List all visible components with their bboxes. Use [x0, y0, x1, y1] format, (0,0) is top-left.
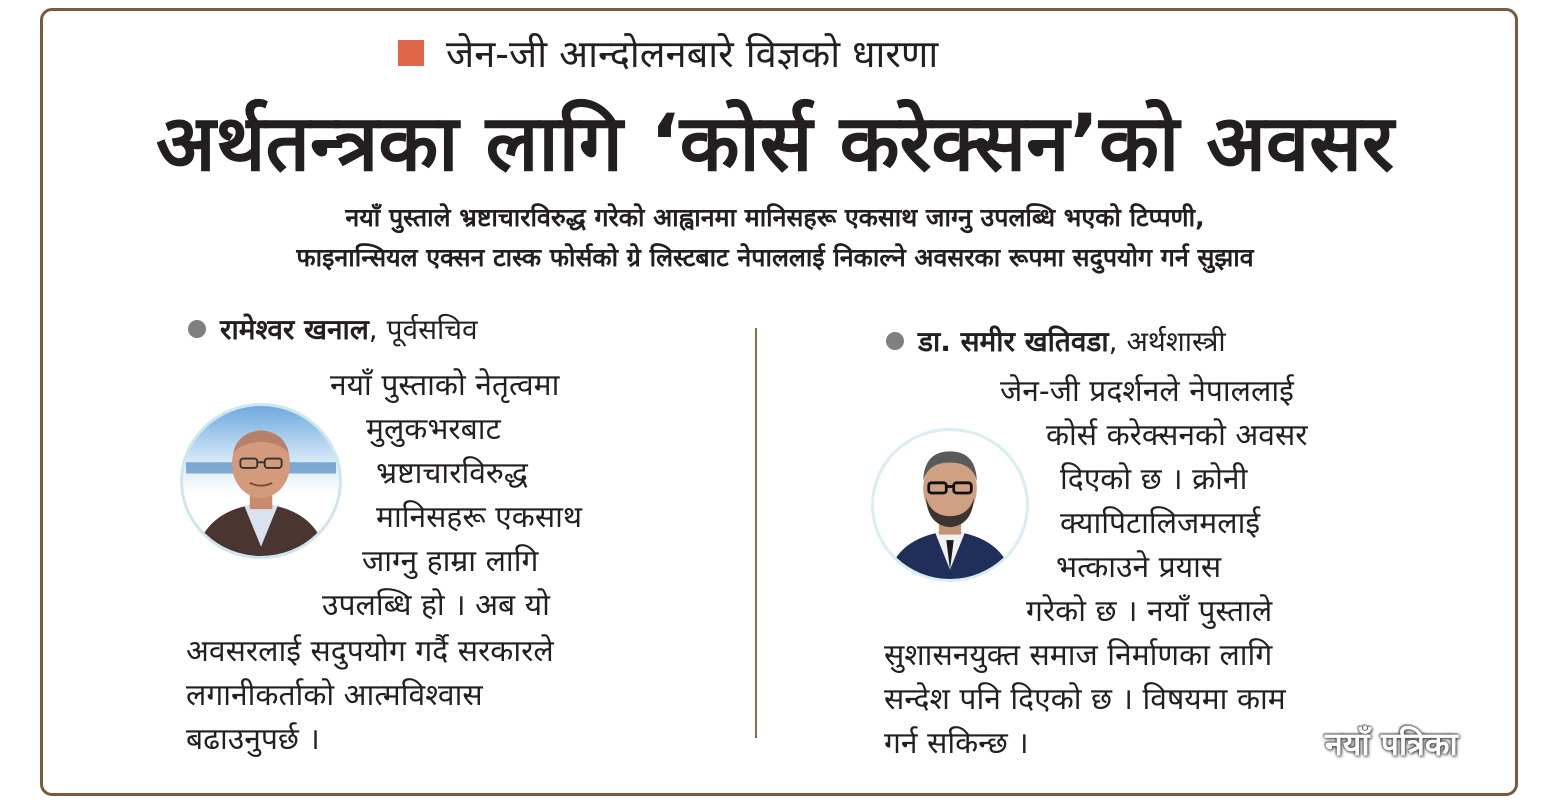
- author-name-left: रामेश्वर खनाल: [220, 313, 369, 346]
- right-quote-line: जेन-जी प्रदर्शनले नेपाललाई: [1000, 374, 1294, 409]
- deck-line-2: फाइनान्सियल एक्सन टास्क फोर्सको ग्रे लिस्टबाट नेपाललाई निकाल्ने अवसरका रूपमा सदुपयोग गर्न सुझाव: [296, 243, 1254, 272]
- right-quote-line: सन्देश पनि दिएको छ । विषयमा काम: [884, 682, 1286, 717]
- bullet-icon: [886, 332, 904, 350]
- kicker: [398, 26, 938, 80]
- author-name-right: डा. समीर खतिवडा: [918, 325, 1109, 358]
- publication-watermark: नयाँ पत्रिका: [1325, 725, 1458, 763]
- right-quote-line: दिएको छ । क्रोनी: [1060, 462, 1248, 497]
- author-role-left: , पूर्वसचिव: [368, 313, 478, 346]
- column-divider: [755, 328, 757, 738]
- kicker-square-icon: [398, 40, 424, 66]
- right-quote-line: गर्न सकिन्छ ।: [884, 726, 1029, 761]
- byline-right: [886, 322, 1226, 360]
- left-quote-line: लगानीकर्ताको आत्मविश्वास: [186, 678, 483, 713]
- left-quote-line: बढाउनुपर्छ ।: [186, 722, 320, 757]
- right-quote-line: क्यापिटालिजमलाई: [1060, 506, 1261, 541]
- deck-line-1: नयाँ पुस्ताले भ्रष्टाचारविरुद्ध गरेको आह्वानमा मानिसहरू एकसाथ जाग्नु उपलब्धि भएको टिप्पणी,: [345, 203, 1205, 232]
- kicker-text: जेन-जी आन्दोलनबारे विज्ञको धारणा: [446, 32, 939, 76]
- author-photo-right: [871, 428, 1029, 582]
- person-portrait-icon: [874, 431, 1026, 579]
- bullet-icon: [188, 320, 206, 338]
- right-quote-line: कोर्स करेक्सनको अवसर: [1046, 418, 1308, 453]
- left-quote-line: अवसरलाई सदुपयोग गर्दै सरकारले: [186, 634, 554, 669]
- left-quote-line: उपलब्धि हो । अब यो: [322, 588, 550, 623]
- right-quote-line: गरेको छ । नयाँ पुस्ताले: [1026, 594, 1273, 629]
- person-portrait-icon: [183, 406, 339, 556]
- author-role-right: , अर्थशास्त्री: [1108, 325, 1226, 358]
- left-quote-line: मुलुकभरबाट: [366, 412, 501, 447]
- headline: अर्थतन्त्रका लागि ‘कोर्स करेक्सन’को अवसर: [156, 99, 1394, 189]
- byline-left: [188, 310, 478, 348]
- right-quote-line: सुशासनयुक्त समाज निर्माणका लागि: [884, 638, 1273, 673]
- right-quote-line: भत्काउने प्रयास: [1056, 550, 1222, 585]
- left-quote-line: जाग्नु हाम्रा लागि: [362, 544, 539, 579]
- left-quote-line: मानिसहरू एकसाथ: [376, 500, 583, 535]
- left-quote-line: नयाँ पुस्ताको नेतृत्वमा: [330, 368, 560, 403]
- left-quote-line: भ्रष्टाचारविरुद्ध: [376, 456, 528, 491]
- author-photo-left: [180, 403, 342, 559]
